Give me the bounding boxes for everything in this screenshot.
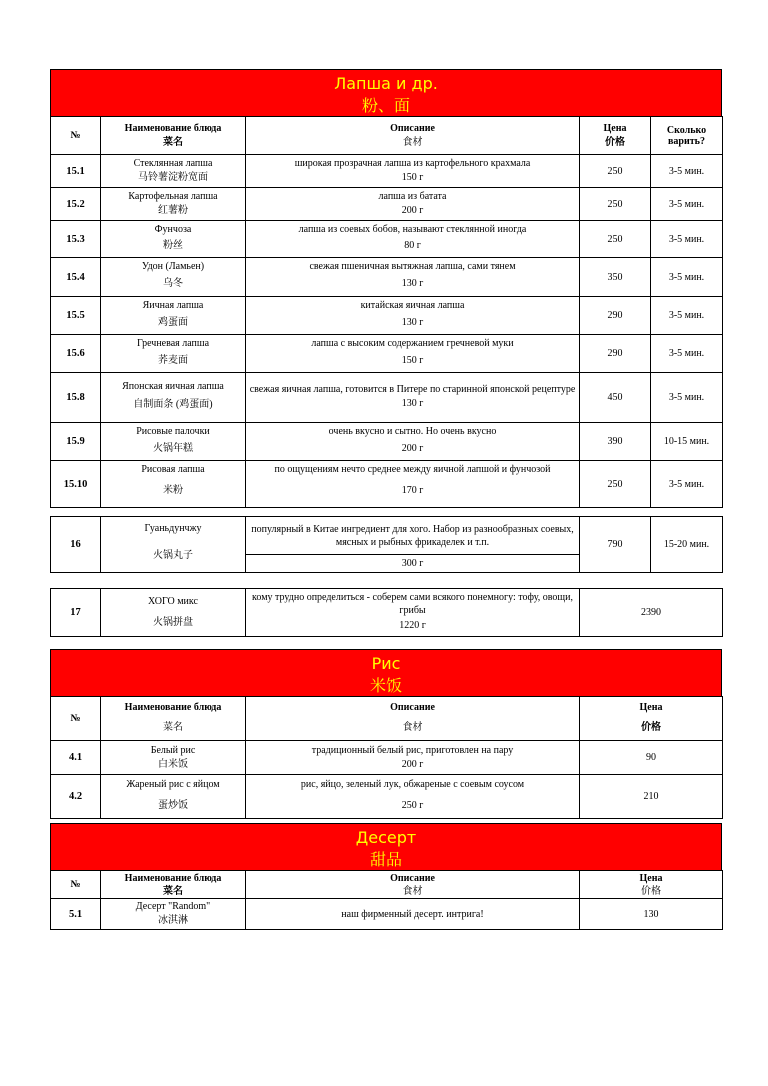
rice-table (50, 696, 723, 819)
table-row: 17 ХОГО микс 火锅拼盘 кому трудно определиться - соберем сами всякого понемногу: тофу, овощи, грибы 1220 г 2390 (51, 589, 723, 637)
header-name: Наименование блюда 菜名 (101, 117, 246, 155)
table-row: 4.1 Белый рис 白米饭 традиционный белый рис, приготовлен на пару 200 г 90 (51, 741, 723, 775)
table-row: 15.3 Фунчоза 粉丝 лапша из соевых бобов, называют стеклянной иногда 80 г 250 3-5 мин. (51, 221, 723, 258)
table-row: 5.1 Десерт "Random" 冰淇淋 наш фирменный десерт. интрига! 130 (51, 899, 723, 930)
header-time: Сколько варить? (651, 117, 723, 155)
table-row: 15.2 Картофельная лапша 红薯粉 лапша из батата 200 г 250 3-5 мин. (51, 188, 723, 221)
header-num: № (51, 117, 101, 155)
header-price: Цена 价格 (580, 117, 651, 155)
item16-table: 16 Гуаньдунчжу 火锅丸子 популярный в Китае ингредиент для хого. Набор из разнообразных соевых, мясных и рыбных фрикаделек и т.п. 790 15-20 мин. 300 г (50, 516, 723, 573)
table-row: 15.6 Гречневая лапша 荞麦面 лапша с высоким содержанием гречневой муки 150 г 290 3-5 мин. (51, 335, 723, 373)
table-header-row: № Наименование блюда 菜名 Описание 食材 Цена 价格 (51, 697, 723, 741)
section-title-cn: 粉、面 (361, 96, 410, 115)
section-title-cn: 甜品 (369, 850, 402, 869)
noodles-section (50, 116, 722, 508)
table-row: 15.4 Удон (Ламьен) 乌冬 свежая пшеничная вытяжная лапша, сами тянем 130 г 350 3-5 мин. (51, 258, 723, 297)
section-title-ru: Рис (371, 654, 401, 673)
rice-banner (50, 649, 722, 697)
table-row: 15.5 Яичная лапша 鸡蛋面 китайская яичная лапша 130 г 290 3-5 мин. (51, 297, 723, 335)
table-row: 15.10 Рисовая лапша 米粉 по ощущениям нечто среднее между яичной лапшой и фунчозой 170 г 250 3-5 мин. (51, 461, 723, 508)
item17-section (50, 588, 722, 637)
table-row: 15.9 Рисовые палочки 火锅年糕 очень вкусно и сытно. Но очень вкусно 200 г 390 10-15 мин. (51, 423, 723, 461)
dessert-table (50, 870, 723, 930)
rice-section (50, 696, 722, 819)
dessert-banner (50, 823, 722, 871)
section-title-ru: Десерт (355, 828, 417, 847)
item16-section (50, 516, 722, 573)
table-row: 15.1 Стеклянная лапша 马铃薯淀粉宽面 широкая прозрачная лапша из картофельного крахмала 150 г 250 3-5 мин. (51, 155, 723, 188)
header-desc: Описание 食材 (246, 117, 580, 155)
table-header-row: № Наименование блюда 菜名 Описание 食材 Цена 价格 (51, 871, 723, 899)
table-row: 15.8 Японская яичная лапша 自制面条 (鸡蛋面) свежая яичная лапша, готовится в Питере по старинной японской рецептуре 130 г 450 3-5 мин. (51, 373, 723, 423)
dessert-section (50, 870, 722, 930)
table-header-row (51, 117, 723, 155)
section-title-ru: Лапша и др. (334, 74, 438, 93)
table-row: 4.2 Жареный рис с яйцом 蛋炒饭 рис, яйцо, зеленый лук, обжареные с соевым соусом 250 г 210 (51, 775, 723, 819)
noodles-table (50, 116, 723, 508)
item17-table (50, 588, 723, 637)
noodles-banner (50, 69, 722, 117)
section-title-cn: 米饭 (369, 676, 402, 695)
table-row: 16 Гуаньдунчжу 火锅丸子 популярный в Китае ингредиент для хого. Набор из разнообразных соевых, мясных и рыбных фрикаделек и т.п. 790 15-20 мин. (51, 517, 723, 555)
